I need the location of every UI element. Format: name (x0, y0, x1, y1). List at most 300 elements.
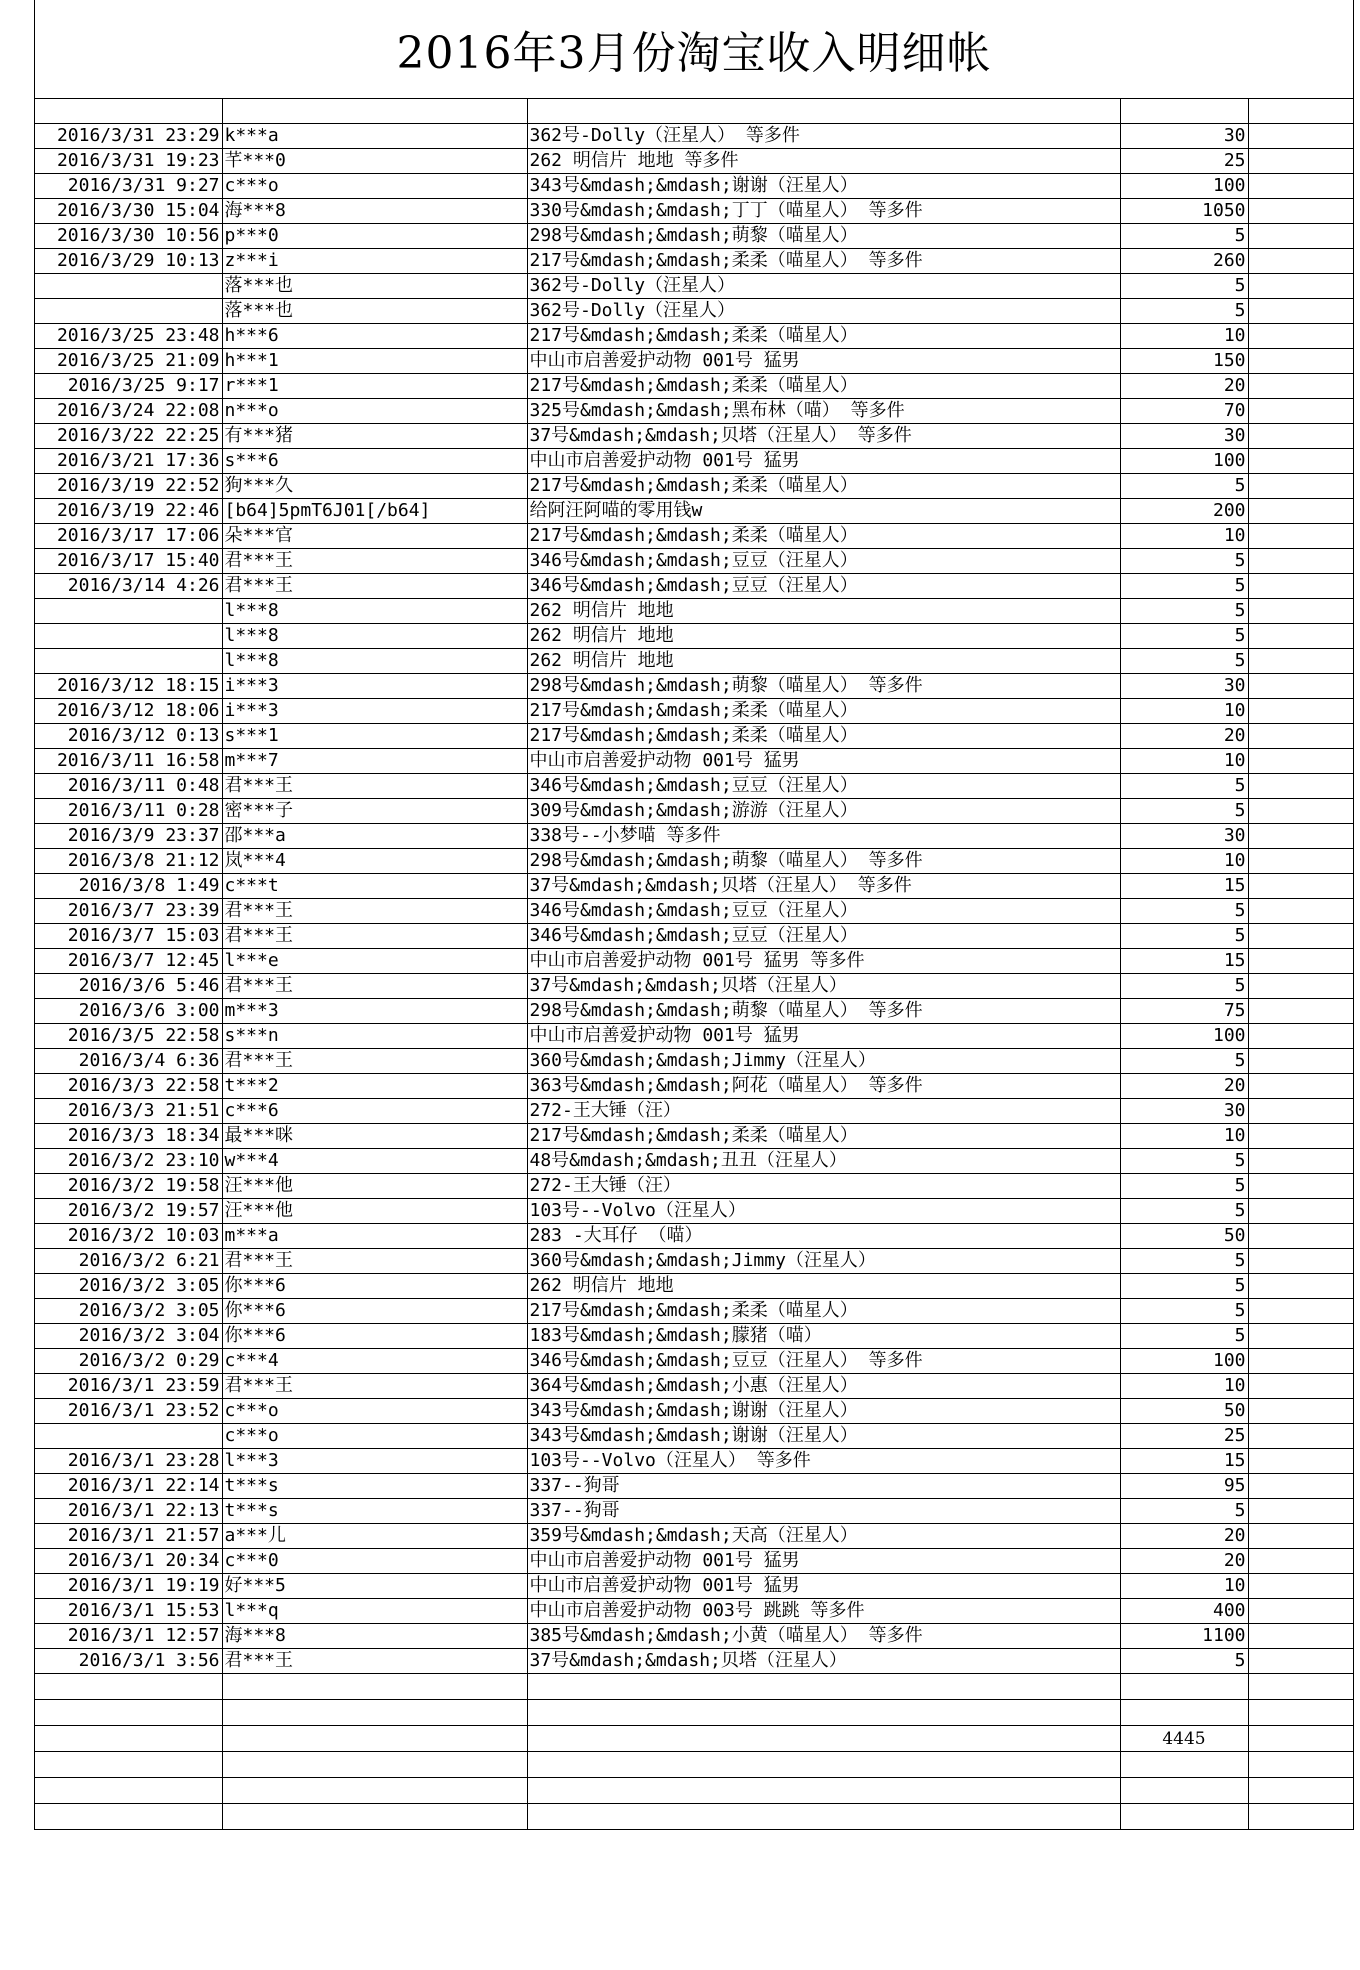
amount-cell: 5 (1120, 1174, 1248, 1199)
empty-cell (1248, 249, 1353, 274)
table-row (35, 324, 1353, 349)
item-cell: 272-王大锤（汪） (527, 1099, 1120, 1124)
table-row (35, 1249, 1353, 1274)
buyer-cell: 君***王 (222, 1649, 527, 1674)
table-row (35, 349, 1353, 374)
empty-cell (1248, 1399, 1353, 1424)
amount-cell: 5 (1120, 799, 1248, 824)
table-row (35, 1424, 1353, 1449)
buyer-cell: 你***6 (222, 1299, 527, 1324)
item-cell: 217号&mdash;&mdash;柔柔（喵星人） (527, 699, 1120, 724)
date-cell: 2016/3/21 17:36 (35, 449, 222, 474)
date-cell: 2016/3/11 0:48 (35, 774, 222, 799)
table-row (35, 774, 1353, 799)
table-row (35, 924, 1353, 949)
buyer-cell: 好***5 (222, 1574, 527, 1599)
item-cell: 346号&mdash;&mdash;豆豆（汪星人） (527, 774, 1120, 799)
table-row (35, 1599, 1353, 1624)
empty-cell (1248, 674, 1353, 699)
item-cell: 217号&mdash;&mdash;柔柔（喵星人） 等多件 (527, 249, 1120, 274)
buyer-cell: 狗***久 (222, 474, 527, 499)
item-cell: 359号&mdash;&mdash;天高（汪星人） (527, 1524, 1120, 1549)
empty-cell (35, 1700, 222, 1726)
table-row (35, 649, 1353, 674)
amount-cell: 10 (1120, 1574, 1248, 1599)
empty-cell (222, 1804, 527, 1830)
buyer-cell: w***4 (222, 1149, 527, 1174)
buyer-cell: l***8 (222, 624, 527, 649)
amount-cell: 30 (1120, 824, 1248, 849)
total-row (35, 1726, 1353, 1752)
table-row (35, 374, 1353, 399)
date-cell (35, 624, 222, 649)
buyer-cell: c***t (222, 874, 527, 899)
date-cell: 2016/3/17 15:40 (35, 549, 222, 574)
empty-cell (222, 1674, 527, 1700)
date-cell: 2016/3/7 12:45 (35, 949, 222, 974)
empty-cell (1248, 474, 1353, 499)
empty-cell (527, 1700, 1120, 1726)
item-cell: 362号-Dolly（汪星人） (527, 299, 1120, 324)
buyer-cell: r***1 (222, 374, 527, 399)
table-row (35, 999, 1353, 1024)
empty-cell (1248, 899, 1353, 924)
buyer-cell: t***s (222, 1474, 527, 1499)
table-row (35, 1299, 1353, 1324)
item-cell: 272-王大锤（汪） (527, 1174, 1120, 1199)
item-cell: 217号&mdash;&mdash;柔柔（喵星人） (527, 524, 1120, 549)
amount-cell: 20 (1120, 374, 1248, 399)
item-cell: 343号&mdash;&mdash;谢谢（汪星人） (527, 174, 1120, 199)
amount-cell: 20 (1120, 1524, 1248, 1549)
date-cell: 2016/3/1 20:34 (35, 1549, 222, 1574)
table-row (35, 1449, 1353, 1474)
empty-cell (35, 1804, 222, 1830)
item-cell: 217号&mdash;&mdash;柔柔（喵星人） (527, 324, 1120, 349)
table-row (35, 1274, 1353, 1299)
empty-cell (1248, 1449, 1353, 1474)
date-cell: 2016/3/1 21:57 (35, 1524, 222, 1549)
empty-cell (527, 1726, 1120, 1752)
amount-cell: 10 (1120, 1374, 1248, 1399)
date-cell: 2016/3/5 22:58 (35, 1024, 222, 1049)
buyer-cell: m***a (222, 1224, 527, 1249)
empty-cell (1248, 949, 1353, 974)
amount-cell: 5 (1120, 624, 1248, 649)
empty-cell (1248, 1524, 1353, 1549)
table-row (35, 949, 1353, 974)
buyer-cell: s***6 (222, 449, 527, 474)
amount-cell: 50 (1120, 1399, 1248, 1424)
item-cell: 262 明信片 地地 等多件 (527, 149, 1120, 174)
empty-cell (1248, 224, 1353, 249)
table-row (35, 199, 1353, 224)
amount-cell: 5 (1120, 299, 1248, 324)
item-cell: 346号&mdash;&mdash;豆豆（汪星人） (527, 899, 1120, 924)
amount-cell: 30 (1120, 1099, 1248, 1124)
empty-cell (1248, 599, 1353, 624)
date-cell: 2016/3/2 3:04 (35, 1324, 222, 1349)
amount-cell: 5 (1120, 1649, 1248, 1674)
buyer-cell: t***s (222, 1499, 527, 1524)
amount-cell: 10 (1120, 849, 1248, 874)
table-row (35, 1199, 1353, 1224)
date-cell: 2016/3/12 18:06 (35, 699, 222, 724)
empty-cell (1248, 1299, 1353, 1324)
empty-cell (1248, 1074, 1353, 1099)
date-cell: 2016/3/1 3:56 (35, 1649, 222, 1674)
amount-cell: 5 (1120, 924, 1248, 949)
item-cell: 298号&mdash;&mdash;萌黎（喵星人） 等多件 (527, 849, 1120, 874)
empty-cell (1248, 1324, 1353, 1349)
table-row (35, 674, 1353, 699)
table-row (35, 799, 1353, 824)
table-row (35, 274, 1353, 299)
buyer-cell: z***i (222, 249, 527, 274)
table-row (35, 1074, 1353, 1099)
table-row (35, 524, 1353, 549)
date-cell: 2016/3/17 17:06 (35, 524, 222, 549)
date-cell: 2016/3/2 10:03 (35, 1224, 222, 1249)
item-cell: 37号&mdash;&mdash;贝塔（汪星人） 等多件 (527, 874, 1120, 899)
empty-cell (1248, 1149, 1353, 1174)
empty-cell (1248, 799, 1353, 824)
amount-cell: 25 (1120, 1424, 1248, 1449)
table-row (35, 749, 1353, 774)
date-cell: 2016/3/2 3:05 (35, 1299, 222, 1324)
empty-cell (1248, 449, 1353, 474)
date-cell: 2016/3/2 3:05 (35, 1274, 222, 1299)
blank-row (35, 1752, 1353, 1778)
item-cell: 103号--Volvo（汪星人） (527, 1199, 1120, 1224)
date-cell: 2016/3/14 4:26 (35, 574, 222, 599)
buyer-cell: i***3 (222, 674, 527, 699)
amount-cell: 100 (1120, 449, 1248, 474)
empty-cell (1248, 574, 1353, 599)
buyer-cell: l***3 (222, 1449, 527, 1474)
buyer-cell: 最***咪 (222, 1124, 527, 1149)
date-cell: 2016/3/1 19:19 (35, 1574, 222, 1599)
item-cell: 330号&mdash;&mdash;丁丁（喵星人） 等多件 (527, 199, 1120, 224)
amount-cell: 5 (1120, 474, 1248, 499)
amount-cell: 5 (1120, 274, 1248, 299)
header-spacer-row (35, 99, 1353, 124)
item-cell: 中山市启善爱护动物 003号 跳跳 等多件 (527, 1599, 1120, 1624)
item-cell: 37号&mdash;&mdash;贝塔（汪星人） (527, 974, 1120, 999)
empty-cell (1248, 524, 1353, 549)
empty-cell (35, 1778, 222, 1804)
empty-cell (1248, 1349, 1353, 1374)
empty-cell (1248, 1424, 1353, 1449)
empty-cell (1120, 1778, 1248, 1804)
empty-cell (1248, 324, 1353, 349)
empty-cell (222, 1778, 527, 1804)
buyer-cell: 汪***他 (222, 1199, 527, 1224)
table-row (35, 1224, 1353, 1249)
buyer-cell: 落***也 (222, 274, 527, 299)
date-cell: 2016/3/6 5:46 (35, 974, 222, 999)
buyer-cell: h***6 (222, 324, 527, 349)
date-cell: 2016/3/8 21:12 (35, 849, 222, 874)
item-cell: 385号&mdash;&mdash;小黄（喵星人） 等多件 (527, 1624, 1120, 1649)
amount-cell: 5 (1120, 1149, 1248, 1174)
buyer-cell: l***e (222, 949, 527, 974)
amount-cell: 20 (1120, 724, 1248, 749)
item-cell: 343号&mdash;&mdash;谢谢（汪星人） (527, 1399, 1120, 1424)
buyer-cell: k***a (222, 124, 527, 149)
item-cell: 183号&mdash;&mdash;朦猪（喵） (527, 1324, 1120, 1349)
buyer-cell: 你***6 (222, 1324, 527, 1349)
date-cell (35, 1424, 222, 1449)
date-cell: 2016/3/12 0:13 (35, 724, 222, 749)
table-row (35, 1649, 1353, 1674)
buyer-cell: 海***8 (222, 1624, 527, 1649)
buyer-cell: p***0 (222, 224, 527, 249)
empty-cell (222, 1700, 527, 1726)
empty-cell (527, 1804, 1120, 1830)
buyer-cell: i***3 (222, 699, 527, 724)
table-row (35, 499, 1353, 524)
empty-cell (1248, 1224, 1353, 1249)
item-cell: 283 -大耳仔 （喵） (527, 1224, 1120, 1249)
item-cell: 中山市启善爱护动物 001号 猛男 (527, 1024, 1120, 1049)
table-row (35, 299, 1353, 324)
empty-cell (1248, 874, 1353, 899)
date-cell: 2016/3/2 19:58 (35, 1174, 222, 1199)
item-cell: 298号&mdash;&mdash;萌黎（喵星人） (527, 224, 1120, 249)
empty-cell (1248, 1549, 1353, 1574)
empty-cell (35, 1752, 222, 1778)
item-cell: 262 明信片 地地 (527, 599, 1120, 624)
buyer-cell: 君***王 (222, 924, 527, 949)
table-row (35, 1549, 1353, 1574)
buyer-cell: 君***王 (222, 1049, 527, 1074)
empty-cell (1248, 1099, 1353, 1124)
date-cell: 2016/3/29 10:13 (35, 249, 222, 274)
buyer-cell: h***1 (222, 349, 527, 374)
buyer-cell: a***儿 (222, 1524, 527, 1549)
date-cell: 2016/3/4 6:36 (35, 1049, 222, 1074)
empty-cell (1248, 924, 1353, 949)
buyer-cell: 君***王 (222, 549, 527, 574)
empty-cell (1248, 999, 1353, 1024)
buyer-cell: c***6 (222, 1099, 527, 1124)
date-cell: 2016/3/2 23:10 (35, 1149, 222, 1174)
empty-cell (1248, 1674, 1353, 1700)
empty-cell (1248, 1124, 1353, 1149)
amount-cell: 200 (1120, 499, 1248, 524)
table-row (35, 1099, 1353, 1124)
amount-cell: 20 (1120, 1549, 1248, 1574)
empty-cell (1248, 1199, 1353, 1224)
table-row (35, 1474, 1353, 1499)
empty-cell (1248, 774, 1353, 799)
date-cell: 2016/3/31 23:29 (35, 124, 222, 149)
empty-cell (527, 1674, 1120, 1700)
empty-cell (1248, 174, 1353, 199)
buyer-cell: m***7 (222, 749, 527, 774)
amount-cell: 5 (1120, 649, 1248, 674)
date-cell: 2016/3/25 9:17 (35, 374, 222, 399)
table-row (35, 1374, 1353, 1399)
date-cell: 2016/3/1 15:53 (35, 1599, 222, 1624)
table-row (35, 1574, 1353, 1599)
title-row (35, 0, 1353, 99)
empty-cell (1248, 374, 1353, 399)
amount-cell: 10 (1120, 1124, 1248, 1149)
table-row (35, 1149, 1353, 1174)
buyer-cell: c***o (222, 174, 527, 199)
amount-cell: 95 (1120, 1474, 1248, 1499)
table-row (35, 149, 1353, 174)
date-cell (35, 599, 222, 624)
item-cell: 309号&mdash;&mdash;游游（汪星人） (527, 799, 1120, 824)
buyer-cell: 君***王 (222, 774, 527, 799)
buyer-cell: 汪***他 (222, 1174, 527, 1199)
amount-cell: 15 (1120, 874, 1248, 899)
buyer-cell: t***2 (222, 1074, 527, 1099)
amount-cell: 5 (1120, 574, 1248, 599)
amount-cell: 10 (1120, 524, 1248, 549)
empty-cell (1120, 1700, 1248, 1726)
date-cell: 2016/3/11 16:58 (35, 749, 222, 774)
buyer-cell: 君***王 (222, 1249, 527, 1274)
table-row (35, 824, 1353, 849)
buyer-cell: s***n (222, 1024, 527, 1049)
blank-row (35, 1674, 1353, 1700)
item-cell: 37号&mdash;&mdash;贝塔（汪星人） (527, 1649, 1120, 1674)
amount-cell: 5 (1120, 1049, 1248, 1074)
total-amount: 4445 (1120, 1726, 1248, 1752)
date-cell: 2016/3/2 0:29 (35, 1349, 222, 1374)
buyer-cell: 海***8 (222, 199, 527, 224)
table-row (35, 549, 1353, 574)
date-cell: 2016/3/3 18:34 (35, 1124, 222, 1149)
item-cell: 103号--Volvo（汪星人） 等多件 (527, 1449, 1120, 1474)
amount-cell: 260 (1120, 249, 1248, 274)
buyer-cell: [b64]5pmT6J01[/b64] (222, 499, 527, 524)
table-row (35, 1524, 1353, 1549)
date-cell: 2016/3/1 22:14 (35, 1474, 222, 1499)
date-cell (35, 299, 222, 324)
date-cell: 2016/3/2 19:57 (35, 1199, 222, 1224)
table-row (35, 624, 1353, 649)
amount-cell: 100 (1120, 174, 1248, 199)
table-row (35, 1399, 1353, 1424)
amount-cell: 1050 (1120, 199, 1248, 224)
date-cell: 2016/3/1 22:13 (35, 1499, 222, 1524)
empty-cell (35, 1674, 222, 1700)
item-cell: 中山市启善爱护动物 001号 猛男 等多件 (527, 949, 1120, 974)
date-cell: 2016/3/24 22:08 (35, 399, 222, 424)
date-cell: 2016/3/30 15:04 (35, 199, 222, 224)
buyer-cell: 君***王 (222, 974, 527, 999)
item-cell: 325号&mdash;&mdash;黑布林（喵） 等多件 (527, 399, 1120, 424)
empty-cell (222, 1752, 527, 1778)
amount-cell: 30 (1120, 674, 1248, 699)
amount-cell: 5 (1120, 549, 1248, 574)
date-cell: 2016/3/9 23:37 (35, 824, 222, 849)
empty-cell (1248, 824, 1353, 849)
empty-cell (1248, 749, 1353, 774)
page-title: 2016年3月份淘宝收入明细帐 (396, 28, 992, 79)
amount-cell: 5 (1120, 224, 1248, 249)
empty-cell (1248, 274, 1353, 299)
date-cell: 2016/3/3 21:51 (35, 1099, 222, 1124)
empty-cell (1248, 549, 1353, 574)
table-row (35, 1024, 1353, 1049)
amount-cell: 150 (1120, 349, 1248, 374)
amount-cell: 10 (1120, 749, 1248, 774)
empty-cell (1248, 1752, 1353, 1778)
item-cell: 362号-Dolly（汪星人） 等多件 (527, 124, 1120, 149)
ledger-body (35, 99, 1353, 1830)
item-cell: 346号&mdash;&mdash;豆豆（汪星人） (527, 574, 1120, 599)
buyer-cell: n***o (222, 399, 527, 424)
amount-cell: 5 (1120, 1249, 1248, 1274)
table-row (35, 1324, 1353, 1349)
table-row (35, 974, 1353, 999)
empty-cell (1248, 624, 1353, 649)
item-cell: 中山市启善爱护动物 001号 猛男 (527, 1574, 1120, 1599)
item-cell: 338号--小梦喵 等多件 (527, 824, 1120, 849)
amount-cell: 5 (1120, 1199, 1248, 1224)
empty-cell (1248, 1624, 1353, 1649)
item-cell: 中山市启善爱护动物 001号 猛男 (527, 1549, 1120, 1574)
table-row (35, 724, 1353, 749)
table-row (35, 224, 1353, 249)
empty-cell (1248, 1649, 1353, 1674)
amount-cell: 20 (1120, 1074, 1248, 1099)
buyer-cell: 芊***0 (222, 149, 527, 174)
empty-cell (1248, 649, 1353, 674)
item-cell: 中山市启善爱护动物 001号 猛男 (527, 449, 1120, 474)
date-cell (35, 274, 222, 299)
buyer-cell: c***o (222, 1399, 527, 1424)
date-cell: 2016/3/19 22:52 (35, 474, 222, 499)
buyer-cell: 君***王 (222, 1374, 527, 1399)
date-cell: 2016/3/25 21:09 (35, 349, 222, 374)
date-cell: 2016/3/1 23:52 (35, 1399, 222, 1424)
table-row (35, 599, 1353, 624)
item-cell: 217号&mdash;&mdash;柔柔（喵星人） (527, 374, 1120, 399)
empty-cell (1248, 199, 1353, 224)
amount-cell: 5 (1120, 1499, 1248, 1524)
buyer-cell: s***1 (222, 724, 527, 749)
table-row (35, 899, 1353, 924)
date-cell: 2016/3/7 15:03 (35, 924, 222, 949)
item-cell: 298号&mdash;&mdash;萌黎（喵星人） 等多件 (527, 674, 1120, 699)
item-cell: 343号&mdash;&mdash;谢谢（汪星人） (527, 1424, 1120, 1449)
amount-cell: 1100 (1120, 1624, 1248, 1649)
item-cell: 262 明信片 地地 (527, 649, 1120, 674)
table-row (35, 574, 1353, 599)
empty-cell (1248, 1474, 1353, 1499)
empty-cell (1248, 1726, 1353, 1752)
empty-cell (1120, 1674, 1248, 1700)
date-cell: 2016/3/31 9:27 (35, 174, 222, 199)
table-row (35, 474, 1353, 499)
amount-cell: 10 (1120, 324, 1248, 349)
item-cell: 337--狗哥 (527, 1474, 1120, 1499)
date-cell (35, 649, 222, 674)
date-cell: 2016/3/1 23:59 (35, 1374, 222, 1399)
empty-cell (1248, 699, 1353, 724)
empty-cell (1248, 424, 1353, 449)
amount-cell: 5 (1120, 1274, 1248, 1299)
item-cell: 346号&mdash;&mdash;豆豆（汪星人） (527, 924, 1120, 949)
item-cell: 217号&mdash;&mdash;柔柔（喵星人） (527, 474, 1120, 499)
